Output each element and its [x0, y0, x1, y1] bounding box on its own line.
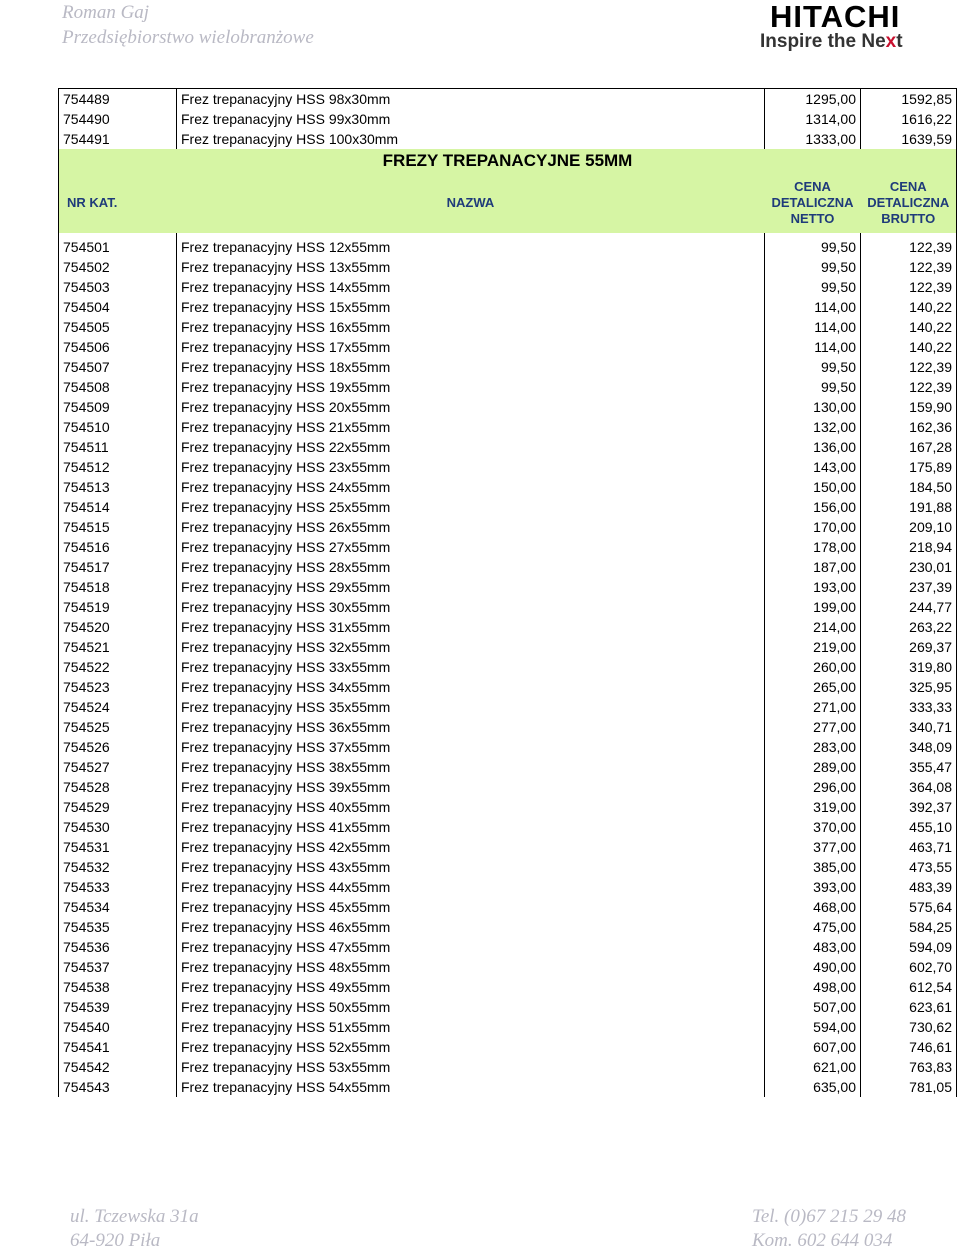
cell-cat-number: 754501: [59, 237, 177, 257]
cell-price-brutto: 455,10: [861, 817, 957, 837]
cell-cat-number: 754490: [59, 109, 177, 129]
cell-price-netto: 156,00: [765, 497, 861, 517]
cell-price-netto: 132,00: [765, 417, 861, 437]
cell-price-brutto: 364,08: [861, 777, 957, 797]
cell-price-brutto: 122,39: [861, 277, 957, 297]
cell-price-netto: 393,00: [765, 877, 861, 897]
cell-price-netto: 635,00: [765, 1077, 861, 1097]
cell-price-netto: 594,00: [765, 1017, 861, 1037]
table-row: [59, 317, 957, 337]
cell-cat-number: 754518: [59, 577, 177, 597]
cell-product-name: Frez trepanacyjny HSS 25x55mm: [177, 497, 765, 517]
cell-price-netto: 99,50: [765, 257, 861, 277]
top-rows: [59, 89, 957, 150]
cell-product-name: Frez trepanacyjny HSS 14x55mm: [177, 277, 765, 297]
table-row: [59, 1037, 957, 1057]
cell-price-brutto: 355,47: [861, 757, 957, 777]
cell-cat-number: 754535: [59, 917, 177, 937]
company-header: [62, 0, 314, 50]
cell-cat-number: 754532: [59, 857, 177, 877]
cell-product-name: Frez trepanacyjny HSS 50x55mm: [177, 997, 765, 1017]
cell-price-netto: 507,00: [765, 997, 861, 1017]
hitachi-logo: [752, 0, 952, 56]
table-row: [59, 857, 957, 877]
cell-product-name: Frez trepanacyjny HSS 47x55mm: [177, 937, 765, 957]
cell-price-brutto: 325,95: [861, 677, 957, 697]
table-row: [59, 1017, 957, 1037]
cell-price-netto: 193,00: [765, 577, 861, 597]
cell-price-brutto: 122,39: [861, 377, 957, 397]
logo-tagline-a: Inspire the Ne: [760, 31, 886, 52]
cell-product-name: Frez trepanacyjny HSS 45x55mm: [177, 897, 765, 917]
cell-product-name: Frez trepanacyjny HSS 99x30mm: [177, 109, 765, 129]
cell-product-name: Frez trepanacyjny HSS 26x55mm: [177, 517, 765, 537]
cell-product-name: Frez trepanacyjny HSS 100x30mm: [177, 129, 765, 149]
cell-product-name: Frez trepanacyjny HSS 22x55mm: [177, 437, 765, 457]
cell-price-netto: 475,00: [765, 917, 861, 937]
cell-price-netto: 498,00: [765, 977, 861, 997]
table-row: [59, 257, 957, 277]
cell-price-netto: 114,00: [765, 297, 861, 317]
cell-price-netto: 178,00: [765, 537, 861, 557]
cell-price-netto: 99,50: [765, 277, 861, 297]
cell-cat-number: 754512: [59, 457, 177, 477]
cell-price-brutto: 623,61: [861, 997, 957, 1017]
table-row: [59, 837, 957, 857]
logo-tagline: [760, 31, 903, 53]
table-row: [59, 237, 957, 257]
table-row: [59, 337, 957, 357]
table-row: [59, 517, 957, 537]
cell-price-brutto: 1592,85: [861, 89, 957, 110]
cell-price-netto: 265,00: [765, 677, 861, 697]
cell-price-brutto: 348,09: [861, 737, 957, 757]
cell-price-netto: 199,00: [765, 597, 861, 617]
cell-price-netto: 319,00: [765, 797, 861, 817]
cell-price-netto: 490,00: [765, 957, 861, 977]
table-row: [59, 897, 957, 917]
cell-price-brutto: 269,37: [861, 637, 957, 657]
cell-price-brutto: 1639,59: [861, 129, 957, 149]
cell-product-name: Frez trepanacyjny HSS 49x55mm: [177, 977, 765, 997]
cell-price-netto: 170,00: [765, 517, 861, 537]
cell-cat-number: 754503: [59, 277, 177, 297]
cell-price-brutto: 159,90: [861, 397, 957, 417]
cell-product-name: Frez trepanacyjny HSS 42x55mm: [177, 837, 765, 857]
cell-price-brutto: 167,28: [861, 437, 957, 457]
cell-price-brutto: 594,09: [861, 937, 957, 957]
cell-cat-number: 754534: [59, 897, 177, 917]
cell-price-netto: 296,00: [765, 777, 861, 797]
cell-cat-number: 754540: [59, 1017, 177, 1037]
cell-cat-number: 754542: [59, 1057, 177, 1077]
cell-product-name: Frez trepanacyjny HSS 44x55mm: [177, 877, 765, 897]
cell-price-brutto: 162,36: [861, 417, 957, 437]
cell-price-brutto: 463,71: [861, 837, 957, 857]
cell-product-name: Frez trepanacyjny HSS 13x55mm: [177, 257, 765, 277]
cell-product-name: Frez trepanacyjny HSS 20x55mm: [177, 397, 765, 417]
cell-price-netto: 277,00: [765, 717, 861, 737]
table-row: [59, 777, 957, 797]
cell-price-brutto: 218,94: [861, 537, 957, 557]
table-row: [59, 1057, 957, 1077]
cell-cat-number: 754533: [59, 877, 177, 897]
cell-price-brutto: 230,01: [861, 557, 957, 577]
cell-price-brutto: 730,62: [861, 1017, 957, 1037]
logo-wordmark: HITACHI: [770, 0, 901, 34]
cell-product-name: Frez trepanacyjny HSS 52x55mm: [177, 1037, 765, 1057]
footer-mobile: Kom. 602 644 034: [752, 1230, 893, 1251]
cell-product-name: Frez trepanacyjny HSS 53x55mm: [177, 1057, 765, 1077]
cell-product-name: Frez trepanacyjny HSS 41x55mm: [177, 817, 765, 837]
section-header: [59, 149, 957, 237]
cell-product-name: Frez trepanacyjny HSS 40x55mm: [177, 797, 765, 817]
cell-cat-number: 754541: [59, 1037, 177, 1057]
cell-product-name: Frez trepanacyjny HSS 27x55mm: [177, 537, 765, 557]
cell-product-name: Frez trepanacyjny HSS 51x55mm: [177, 1017, 765, 1037]
cell-product-name: Frez trepanacyjny HSS 21x55mm: [177, 417, 765, 437]
cell-price-netto: 114,00: [765, 337, 861, 357]
table-row: [59, 917, 957, 937]
cell-price-brutto: 140,22: [861, 297, 957, 317]
cell-cat-number: 754504: [59, 297, 177, 317]
cell-cat-number: 754521: [59, 637, 177, 657]
column-header-cat: NR KAT.: [59, 173, 177, 233]
cell-price-netto: 283,00: [765, 737, 861, 757]
table-row: [59, 697, 957, 717]
cell-price-netto: 214,00: [765, 617, 861, 637]
table-row: [59, 109, 957, 129]
cell-cat-number: 754537: [59, 957, 177, 977]
table-row: [59, 877, 957, 897]
cell-price-brutto: 122,39: [861, 357, 957, 377]
cell-product-name: Frez trepanacyjny HSS 48x55mm: [177, 957, 765, 977]
cell-product-name: Frez trepanacyjny HSS 30x55mm: [177, 597, 765, 617]
footer-city: 64-920 Piła: [70, 1230, 161, 1251]
cell-price-brutto: 237,39: [861, 577, 957, 597]
cell-price-brutto: 575,64: [861, 897, 957, 917]
cell-price-brutto: 483,39: [861, 877, 957, 897]
section-title: FREZY TREPANACYJNE 55MM: [59, 149, 957, 173]
table-row: [59, 617, 957, 637]
table-row: [59, 497, 957, 517]
cell-cat-number: 754527: [59, 757, 177, 777]
cell-product-name: Frez trepanacyjny HSS 19x55mm: [177, 377, 765, 397]
cell-price-netto: 621,00: [765, 1057, 861, 1077]
table-row: [59, 597, 957, 617]
table-row: [59, 677, 957, 697]
cell-price-brutto: 602,70: [861, 957, 957, 977]
cell-price-brutto: 175,89: [861, 457, 957, 477]
table-row: [59, 537, 957, 557]
cell-price-brutto: 244,77: [861, 597, 957, 617]
logo-tagline-b: t: [896, 31, 903, 52]
table-row: [59, 397, 957, 417]
cell-price-brutto: 263,22: [861, 617, 957, 637]
cell-product-name: Frez trepanacyjny HSS 38x55mm: [177, 757, 765, 777]
cell-cat-number: 754526: [59, 737, 177, 757]
cell-cat-number: 754508: [59, 377, 177, 397]
cell-product-name: Frez trepanacyjny HSS 15x55mm: [177, 297, 765, 317]
cell-product-name: Frez trepanacyjny HSS 98x30mm: [177, 89, 765, 110]
cell-price-brutto: 1616,22: [861, 109, 957, 129]
cell-price-netto: 99,50: [765, 357, 861, 377]
cell-product-name: Frez trepanacyjny HSS 35x55mm: [177, 697, 765, 717]
cell-price-brutto: 746,61: [861, 1037, 957, 1057]
table-row: [59, 129, 957, 149]
cell-price-netto: 187,00: [765, 557, 861, 577]
cell-cat-number: 754536: [59, 937, 177, 957]
price-table: [58, 88, 957, 1097]
table-row: [59, 437, 957, 457]
cell-cat-number: 754538: [59, 977, 177, 997]
cell-price-brutto: 612,54: [861, 977, 957, 997]
cell-cat-number: 754530: [59, 817, 177, 837]
table-row: [59, 637, 957, 657]
table-row: [59, 297, 957, 317]
table-row: [59, 817, 957, 837]
table-row: [59, 577, 957, 597]
table-row: [59, 657, 957, 677]
column-header-brutto: CENA DETALICZNA BRUTTO: [861, 173, 957, 233]
company-name: Roman Gaj: [62, 2, 150, 23]
cell-product-name: Frez trepanacyjny HSS 23x55mm: [177, 457, 765, 477]
cell-cat-number: 754517: [59, 557, 177, 577]
table-row: [59, 997, 957, 1017]
product-rows: [59, 237, 957, 1097]
cell-price-netto: 468,00: [765, 897, 861, 917]
cell-cat-number: 754514: [59, 497, 177, 517]
column-header-netto: CENA DETALICZNA NETTO: [765, 173, 861, 233]
cell-product-name: Frez trepanacyjny HSS 18x55mm: [177, 357, 765, 377]
table-row: [59, 737, 957, 757]
cell-cat-number: 754523: [59, 677, 177, 697]
company-description: Przedsiębiorstwo wielobranżowe: [62, 27, 314, 48]
cell-product-name: Frez trepanacyjny HSS 17x55mm: [177, 337, 765, 357]
cell-cat-number: 754511: [59, 437, 177, 457]
table-row: [59, 937, 957, 957]
cell-cat-number: 754528: [59, 777, 177, 797]
cell-cat-number: 754515: [59, 517, 177, 537]
cell-cat-number: 754489: [59, 89, 177, 110]
cell-product-name: Frez trepanacyjny HSS 32x55mm: [177, 637, 765, 657]
cell-price-netto: 370,00: [765, 817, 861, 837]
cell-product-name: Frez trepanacyjny HSS 24x55mm: [177, 477, 765, 497]
cell-price-netto: 1295,00: [765, 89, 861, 110]
cell-product-name: Frez trepanacyjny HSS 37x55mm: [177, 737, 765, 757]
cell-price-netto: 143,00: [765, 457, 861, 477]
cell-cat-number: 754522: [59, 657, 177, 677]
cell-price-netto: 1333,00: [765, 129, 861, 149]
table-row: [59, 357, 957, 377]
cell-price-netto: 99,50: [765, 377, 861, 397]
cell-cat-number: 754513: [59, 477, 177, 497]
cell-product-name: Frez trepanacyjny HSS 16x55mm: [177, 317, 765, 337]
cell-price-brutto: 340,71: [861, 717, 957, 737]
cell-cat-number: 754491: [59, 129, 177, 149]
table-row: [59, 1077, 957, 1097]
cell-price-brutto: 333,33: [861, 697, 957, 717]
cell-price-netto: 385,00: [765, 857, 861, 877]
cell-cat-number: 754507: [59, 357, 177, 377]
cell-price-brutto: 392,37: [861, 797, 957, 817]
footer-street: ul. Tczewska 31a: [70, 1206, 199, 1227]
table-row: [59, 957, 957, 977]
cell-price-netto: 289,00: [765, 757, 861, 777]
cell-cat-number: 754524: [59, 697, 177, 717]
cell-price-brutto: 191,88: [861, 497, 957, 517]
cell-product-name: Frez trepanacyjny HSS 54x55mm: [177, 1077, 765, 1097]
cell-product-name: Frez trepanacyjny HSS 46x55mm: [177, 917, 765, 937]
cell-cat-number: 754525: [59, 717, 177, 737]
cell-price-netto: 219,00: [765, 637, 861, 657]
cell-price-netto: 1314,00: [765, 109, 861, 129]
cell-product-name: Frez trepanacyjny HSS 36x55mm: [177, 717, 765, 737]
cell-product-name: Frez trepanacyjny HSS 39x55mm: [177, 777, 765, 797]
cell-cat-number: 754505: [59, 317, 177, 337]
cell-price-netto: 271,00: [765, 697, 861, 717]
cell-price-brutto: 122,39: [861, 237, 957, 257]
cell-price-netto: 377,00: [765, 837, 861, 857]
cell-price-brutto: 140,22: [861, 317, 957, 337]
cell-cat-number: 754502: [59, 257, 177, 277]
cell-cat-number: 754519: [59, 597, 177, 617]
cell-price-netto: 99,50: [765, 237, 861, 257]
cell-price-brutto: 140,22: [861, 337, 957, 357]
table-row: [59, 457, 957, 477]
cell-cat-number: 754510: [59, 417, 177, 437]
cell-cat-number: 754543: [59, 1077, 177, 1097]
cell-price-brutto: 584,25: [861, 917, 957, 937]
cell-price-netto: 483,00: [765, 937, 861, 957]
logo-tagline-x: x: [885, 31, 897, 52]
cell-cat-number: 754506: [59, 337, 177, 357]
cell-price-brutto: 184,50: [861, 477, 957, 497]
cell-cat-number: 754520: [59, 617, 177, 637]
cell-cat-number: 754516: [59, 537, 177, 557]
table-row: [59, 977, 957, 997]
table-row: [59, 717, 957, 737]
cell-product-name: Frez trepanacyjny HSS 12x55mm: [177, 237, 765, 257]
cell-product-name: Frez trepanacyjny HSS 31x55mm: [177, 617, 765, 637]
cell-product-name: Frez trepanacyjny HSS 43x55mm: [177, 857, 765, 877]
cell-product-name: Frez trepanacyjny HSS 33x55mm: [177, 657, 765, 677]
table-row: [59, 757, 957, 777]
cell-price-netto: 607,00: [765, 1037, 861, 1057]
cell-cat-number: 754509: [59, 397, 177, 417]
cell-product-name: Frez trepanacyjny HSS 29x55mm: [177, 577, 765, 597]
table-row: [59, 277, 957, 297]
cell-price-netto: 114,00: [765, 317, 861, 337]
cell-price-brutto: 209,10: [861, 517, 957, 537]
cell-product-name: Frez trepanacyjny HSS 28x55mm: [177, 557, 765, 577]
section-title-row: [59, 149, 957, 173]
column-header-row: [59, 173, 957, 233]
cell-price-netto: 130,00: [765, 397, 861, 417]
cell-price-brutto: 122,39: [861, 257, 957, 277]
table-row: [59, 557, 957, 577]
cell-price-brutto: 319,80: [861, 657, 957, 677]
cell-cat-number: 754539: [59, 997, 177, 1017]
cell-price-brutto: 473,55: [861, 857, 957, 877]
table-row: [59, 417, 957, 437]
table-row: [59, 477, 957, 497]
column-header-name: NAZWA: [177, 173, 765, 233]
cell-product-name: Frez trepanacyjny HSS 34x55mm: [177, 677, 765, 697]
cell-price-brutto: 763,83: [861, 1057, 957, 1077]
table-row: [59, 377, 957, 397]
cell-cat-number: 754529: [59, 797, 177, 817]
cell-price-netto: 136,00: [765, 437, 861, 457]
cell-price-brutto: 781,05: [861, 1077, 957, 1097]
cell-cat-number: 754531: [59, 837, 177, 857]
table-row: [59, 797, 957, 817]
table-row: [59, 89, 957, 110]
cell-price-netto: 150,00: [765, 477, 861, 497]
cell-price-netto: 260,00: [765, 657, 861, 677]
footer-phone: Tel. (0)67 215 29 48: [752, 1206, 906, 1227]
